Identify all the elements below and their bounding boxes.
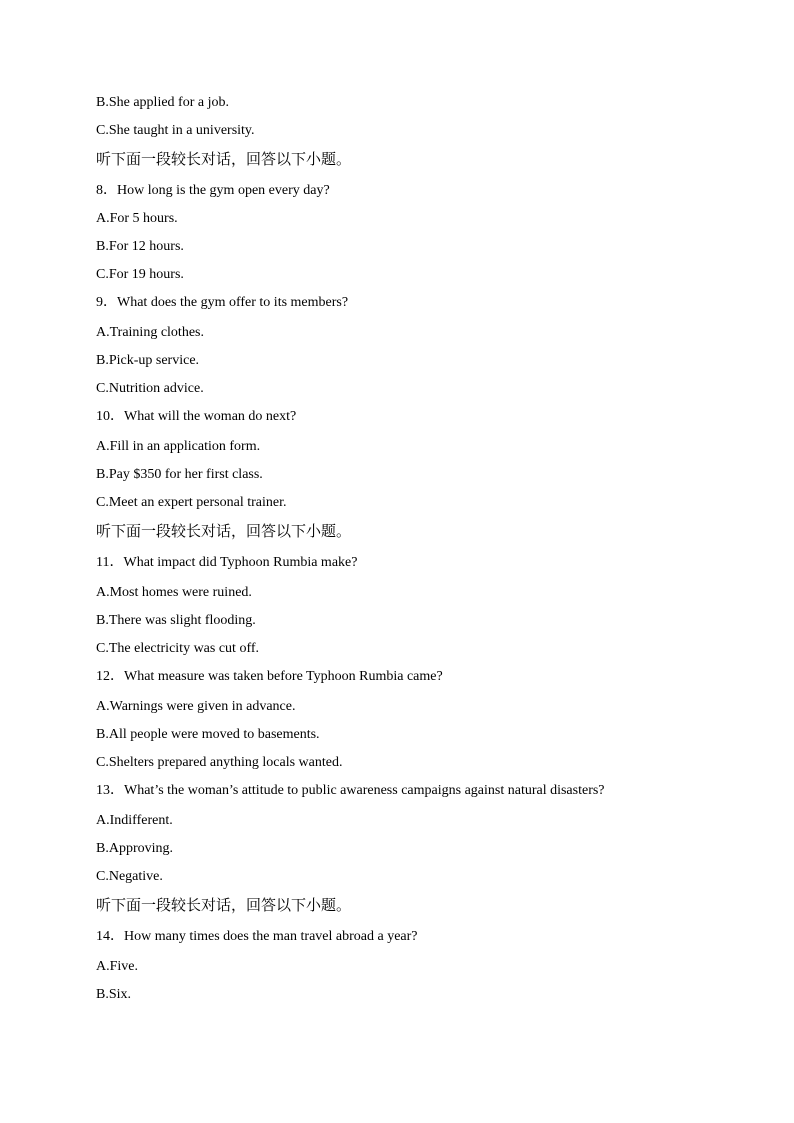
section-instruction: 听下面一段较长对话，回答以下小题。 (96, 896, 352, 914)
answer-option: C.The electricity was cut off. (96, 641, 260, 656)
answer-option: B.All people were moved to basements. (96, 727, 320, 742)
answer-option: C.She taught in a university. (96, 123, 255, 138)
answer-option: B.For 12 hours. (96, 239, 184, 254)
answer-option: A.Five. (96, 959, 138, 974)
section-instruction: 听下面一段较长对话，回答以下小题。 (96, 150, 352, 168)
answer-option: A.Training clothes. (96, 325, 204, 340)
section-instruction: 听下面一段较长对话，回答以下小题。 (96, 522, 352, 540)
answer-option: A.Most homes were ruined. (96, 585, 252, 600)
answer-option: C.Nutrition advice. (96, 381, 204, 396)
question-13: 13．What’s the woman’s attitude to public awareness campaigns against natural disasters? (96, 783, 605, 798)
answer-option: B.Pay $350 for her first class. (96, 467, 263, 482)
answer-option: C.Negative. (96, 869, 163, 884)
answer-option: C.Meet an expert personal trainer. (96, 495, 287, 510)
answer-option: A.Warnings were given in advance. (96, 699, 296, 714)
answer-option: C.For 19 hours. (96, 267, 184, 282)
answer-option: A.Indifferent. (96, 813, 173, 828)
question-list (96, 93, 736, 1013)
answer-option: B.Six. (96, 987, 132, 1002)
question-9: 9．What does the gym offer to its members? (96, 295, 349, 310)
question-8: 8．How long is the gym open every day? (96, 183, 330, 198)
question-10: 10．What will the woman do next? (96, 409, 297, 424)
answer-option: B.There was slight flooding. (96, 613, 256, 628)
question-11: 11．What impact did Typhoon Rumbia make? (96, 555, 358, 570)
answer-option: A.For 5 hours. (96, 211, 178, 226)
answer-option: B.Pick-up service. (96, 353, 200, 368)
question-14: 14．How many times does the man travel abroad a year? (96, 929, 418, 944)
answer-option: A.Fill in an application form. (96, 439, 261, 454)
answer-option: B.She applied for a job. (96, 95, 229, 110)
answer-option: C.Shelters prepared anything locals wanted. (96, 755, 343, 770)
question-12: 12．What measure was taken before Typhoon Rumbia came? (96, 669, 443, 684)
answer-option: B.Approving. (96, 841, 173, 856)
